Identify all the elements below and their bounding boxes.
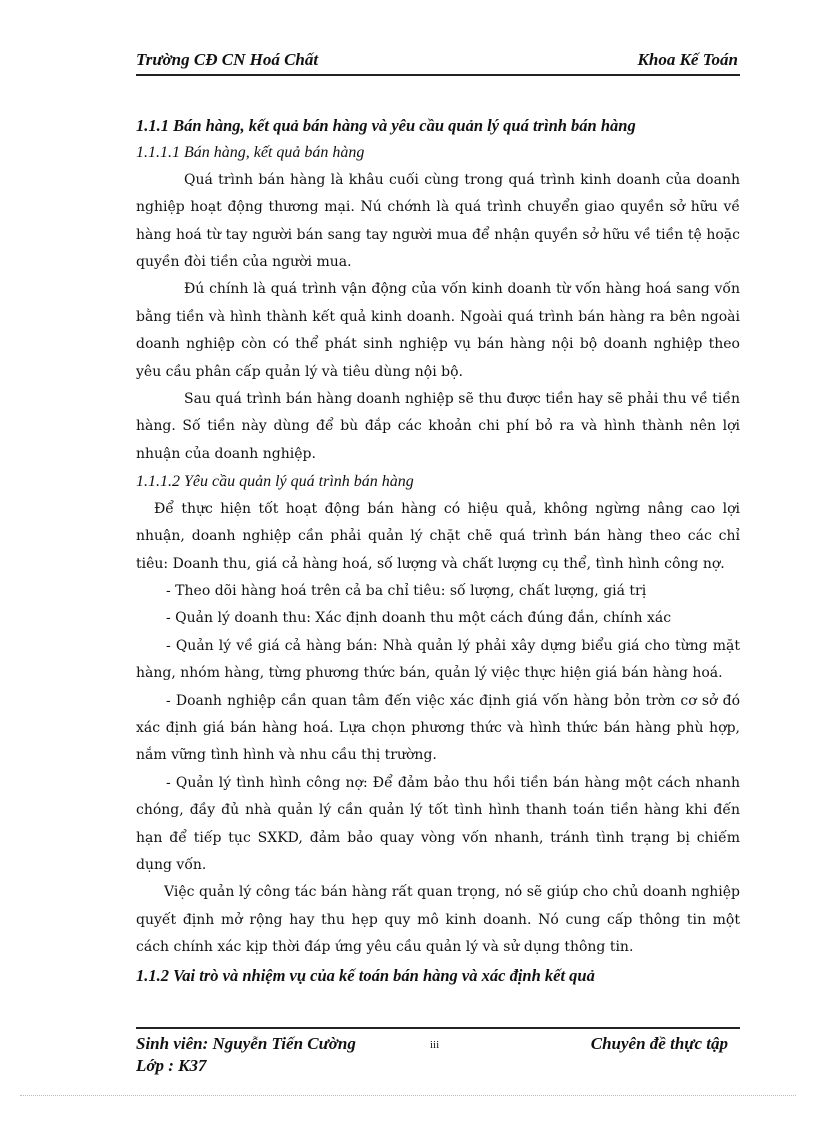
- paragraph-4: Để thực hiện tốt hoạt động bán hàng có hiệu quả, không ngừng nâng cao lợi nhuận, doanh nghiệp cần phải quản lý chặt chẽ quá trình bán hàng theo các chỉ tiêu: Doanh thu, giá cả hàng hoá, số lượng và chất lượng cụ thể, tình hình công nợ.: [136, 500, 740, 572]
- heading-1-1-2: 1.1.2 Vai trò và nhiệm vụ của kế toán bán hàng và xác định kết quả: [136, 965, 595, 985]
- page-edge-dotted-line: [20, 1095, 796, 1096]
- bullet-item: - Quản lý tình hình công nợ: Để đảm bảo thu hồi tiền bán hàng một cách nhanh chóng, đầy đủ nhà quản lý cần quản lý tốt tình hình thanh toán tiền hàng khi đến hạn để tiếp tục SXKD, đảm bảo quay vòng vốn nhanh, tránh tình trạng bị chiếm dụng vốn.: [136, 774, 740, 873]
- bullet-item: - Quản lý về giá cả hàng bán: Nhà quản lý phải xây dựng biểu giá cho từng mặt hàng, nhóm hàng, từng phương thức bán, quản lý việc thực hiện giá bán hàng hoá.: [136, 637, 740, 682]
- footer-student: Sinh viên: Nguyễn Tiến Cường: [136, 1034, 356, 1053]
- paragraph-3: Sau quá trình bán hàng doanh nghiệp sẽ thu được tiền hay sẽ phải thu về tiền hàng. Số tiền này dùng để bù đắp các khoản chi phí bỏ ra và hình thành nên lợi nhuận của doanh nghiệp.: [136, 391, 740, 462]
- page-number: iii: [430, 1039, 440, 1051]
- page-body: [136, 112, 740, 989]
- heading-1-1-1: 1.1.1 Bán hàng, kết quả bán hàng và yêu cầu quản lý quá trình bán hàng: [136, 116, 636, 135]
- paragraph-5: Việc quản lý công tác bán hàng rất quan trọng, nó sẽ giúp cho chủ doanh nghiệp quyết định mở rộng hay thu hẹp quy mô kinh doanh. Nó cung cấp thông tin một cách chính xác kịp thời đáp ứng yêu cầu quản lý và sử dụng thông tin.: [136, 884, 740, 956]
- bullet-item: - Quản lý doanh thu: Xác định doanh thu một cách đúng đắn, chính xác: [166, 610, 672, 627]
- footer-report-type: Chuyên đề thực tập: [590, 1034, 728, 1053]
- paragraph-2: Đú chính là quá trình vận động của vốn kinh doanh từ vốn hàng hoá sang vốn bằng tiền và hình thành kết quả kinh doanh. Ngoài quá trình bán hàng ra bên ngoài doanh nghiệp còn có thể phát sinh nghiệp vụ bán hàng nội bộ doanh nghiệp theo yêu cầu phân cấp quản lý và tiêu dùng nội bộ.: [136, 281, 740, 380]
- header-department: Khoa Kế Toán: [637, 50, 738, 69]
- heading-1-1-1-2: 1.1.1.2 Yêu cầu quản lý quá trình bán hàng: [136, 473, 414, 491]
- header-school: Trường CĐ CN Hoá Chất: [136, 50, 319, 69]
- footer-class: Lớp : K37: [136, 1056, 207, 1075]
- footer-divider: [136, 1027, 740, 1029]
- heading-1-1-1-1: 1.1.1.1 Bán hàng, kết quả bán hàng: [136, 144, 365, 162]
- paragraph-1: Quá trình bán hàng là khâu cuối cùng trong quá trình kinh doanh của doanh nghiệp hoạt động thương mại. Nú chớnh là quá trình chuyển giao quyền sở hữu về hàng hoá từ tay người bán sang tay người mua để nhận quyền sở hữu về tiền tệ hoặc quyền đòi tiền của người mua.: [136, 171, 740, 271]
- page-header: [136, 48, 740, 76]
- bullet-item: - Theo dõi hàng hoá trên cả ba chỉ tiêu: số lượng, chất lượng, giá trị: [166, 582, 647, 599]
- page-footer: [136, 1032, 740, 1082]
- bullet-item: - Doanh nghiệp cần quan tâm đến việc xác định giá vốn hàng bỏn trờn cơ sở đó xác định giá bán hàng hoá. Lựa chọn phương thức và hình thức bán hàng phù hợp, nắm vững tình hình và nhu cầu thị trường.: [136, 692, 740, 764]
